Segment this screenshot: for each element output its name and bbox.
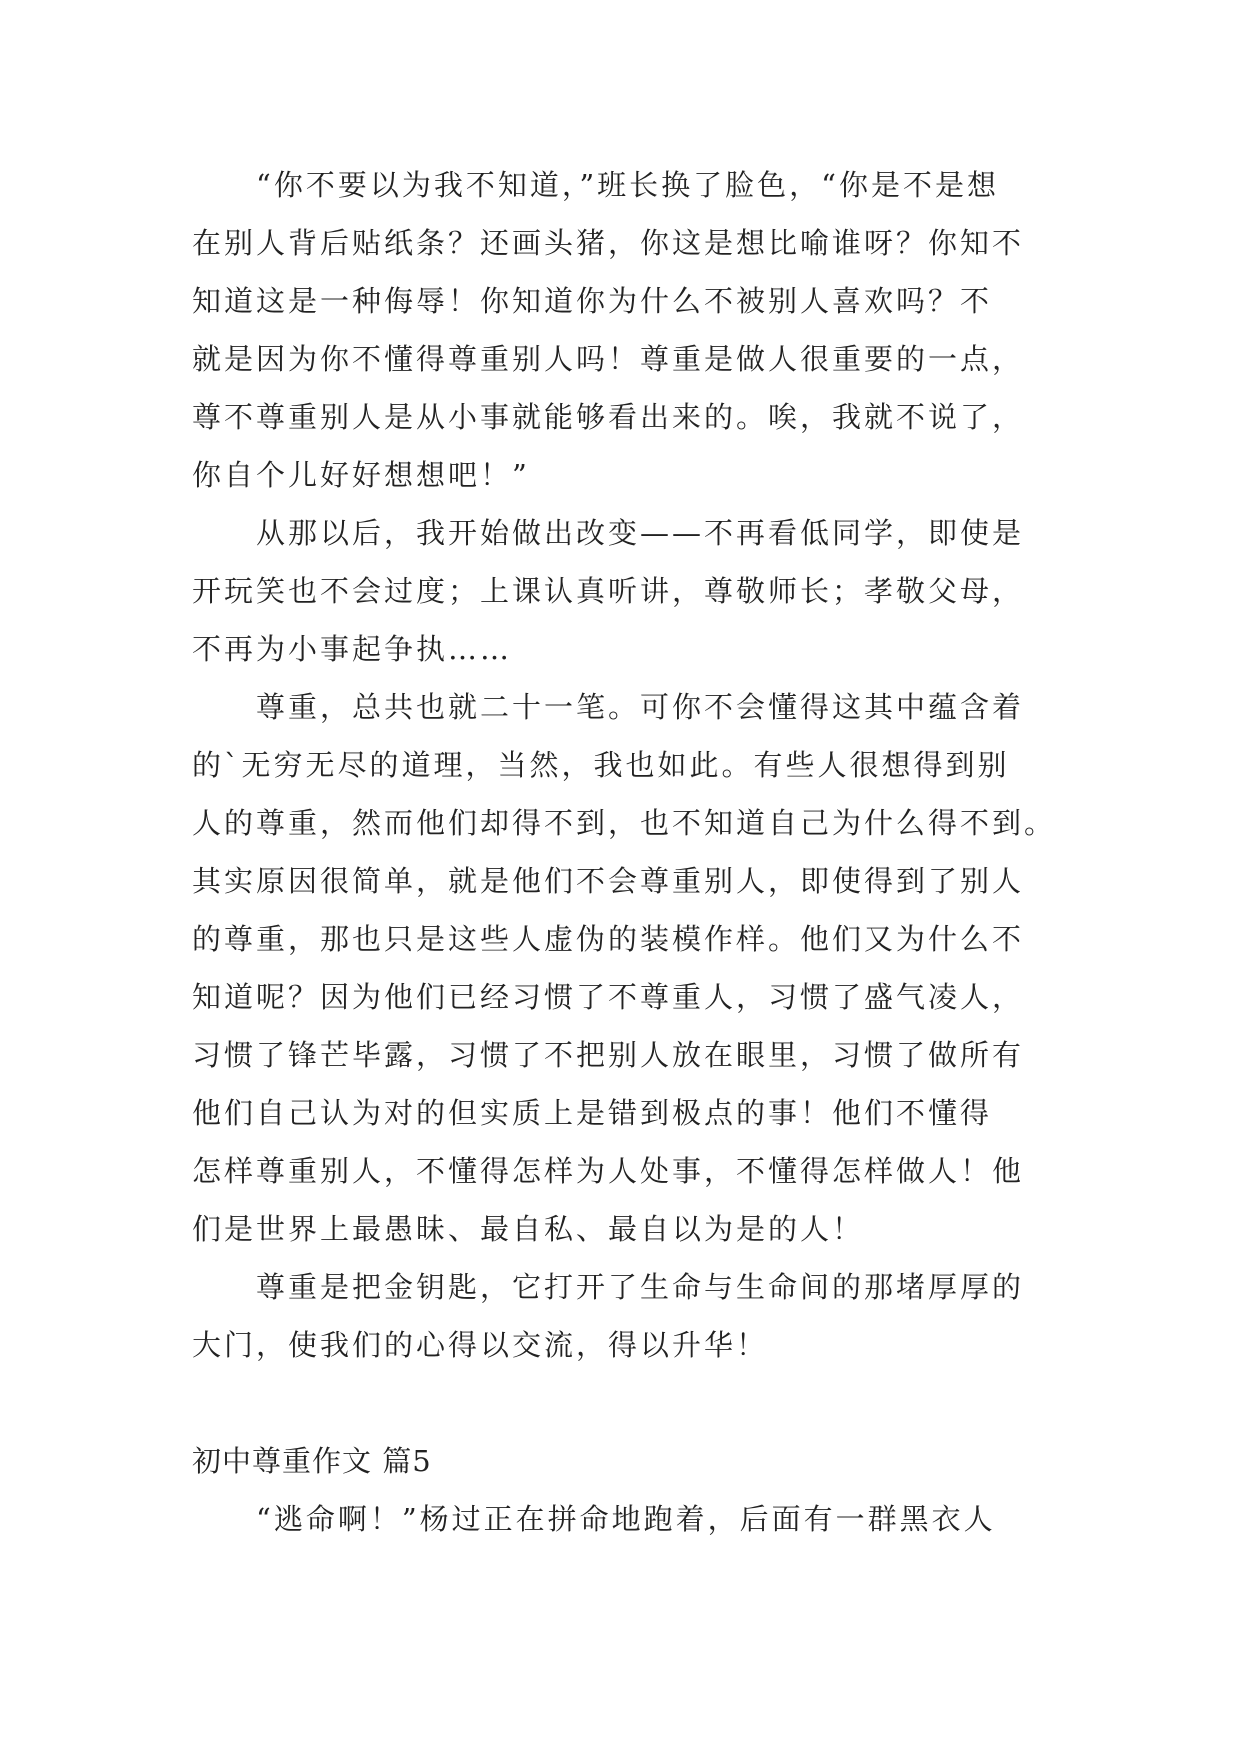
text-line: 尊重是把金钥匙，它打开了生命与生命间的那堵厚厚的	[256, 1270, 1025, 1304]
paragraph-5	[192, 1490, 1052, 1548]
text-line: 其实原因很简单，就是他们不会尊重别人，即使得到了别人	[192, 864, 1025, 898]
text-line: 人的尊重，然而他们却得不到，也不知道自己为什么得不到。	[192, 806, 1057, 840]
essay-body	[192, 156, 1057, 1548]
text-line: 大门，使我们的心得以交流，得以升华！	[192, 1328, 769, 1362]
paragraph-3	[192, 678, 1057, 1258]
text-line: 的`无穷无尽的道理，当然，我也如此。有些人很想得到别	[192, 748, 1010, 782]
paragraph-2	[192, 504, 1052, 678]
section-heading: 初中尊重作文 篇5	[192, 1444, 432, 1478]
text-line: 怎样尊重别人，不懂得怎样为人处事，不懂得怎样做人！他	[192, 1154, 1025, 1188]
text-line: 从那以后，我开始做出改变——不再看低同学，即使是	[256, 516, 1025, 550]
text-line: 尊不尊重别人是从小事就能够看出来的。唉，我就不说了，	[192, 400, 1025, 434]
text-line: 在别人背后贴纸条？还画头猪，你这是想比喻谁呀？你知不	[192, 226, 1025, 260]
text-line: 习惯了锋芒毕露，习惯了不把别人放在眼里，习惯了做所有	[192, 1038, 1025, 1072]
text-line: 知道呢？因为他们已经习惯了不尊重人，习惯了盛气凌人，	[192, 980, 1025, 1014]
text-line: 不再为小事起争执……	[192, 632, 513, 666]
text-line: 们是世界上最愚昧、最自私、最自以为是的人！	[192, 1212, 865, 1246]
text-line: 的尊重，那也只是这些人虚伪的装模作样。他们又为什么不	[192, 922, 1025, 956]
paragraph-1	[192, 156, 1052, 504]
text-line: “你不要以为我不知道，”班长换了脸色，“你是不是想	[256, 168, 999, 202]
text-line: “逃命啊！”杨过正在拼命地跑着，后面有一群黑衣人	[256, 1502, 996, 1536]
text-line: 你自个儿好好想想吧！”	[192, 458, 530, 492]
text-line: 他们自己认为对的但实质上是错到极点的事！他们不懂得	[192, 1096, 993, 1130]
text-line: 尊重，总共也就二十一笔。可你不会懂得这其中蕴含着	[256, 690, 1025, 724]
text-line: 就是因为你不懂得尊重别人吗！尊重是做人很重要的一点，	[192, 342, 1025, 376]
section-spacer	[192, 1374, 1052, 1432]
text-line: 开玩笑也不会过度；上课认真听讲，尊敬师长；孝敬父母，	[192, 574, 1025, 608]
text-line: 知道这是一种侮辱！你知道你为什么不被别人喜欢吗？不	[192, 284, 993, 318]
paragraph-4	[192, 1258, 1052, 1374]
